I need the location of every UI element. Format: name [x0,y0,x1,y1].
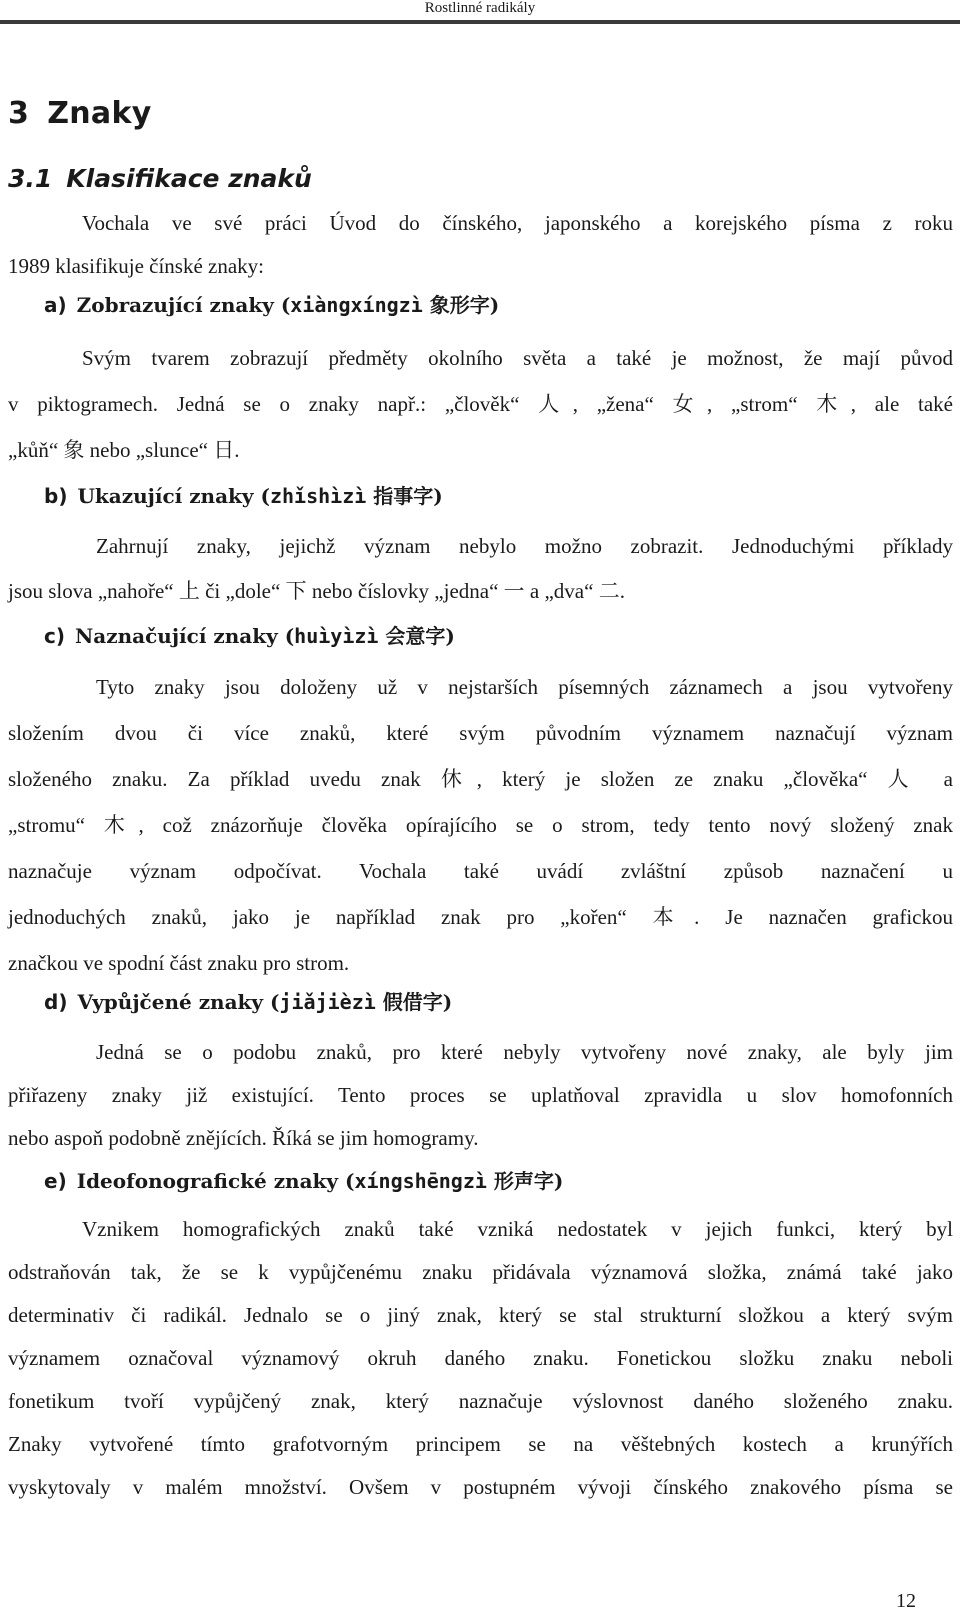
item-close: ) [489,293,500,317]
paragraph-line: v piktogramech. Jedná se o znaky např.: „člověk“ 人, „žena“ 女, „strom“ 木, ale také [8,392,953,416]
paragraph-line: „stromu“ 木, což znázorňuje člověka opírajícího se o strom, tedy tento nový složený znak [8,813,953,837]
paragraph-line: Svým tvarem zobrazují předměty okolního světa a také je možnost, že mají původ [82,346,953,370]
item-hanzi: 形声字 [493,1169,554,1193]
list-letter: d) [44,990,68,1014]
paragraph-line: významem označoval významový okruh daného znaku. Fonetickou složku znaku neboli [8,1346,953,1370]
item-close: ) [553,1169,564,1193]
list-item-heading-d [44,986,452,1015]
item-name: Naznačující znaky ( [75,624,295,648]
paragraph-line: naznačuje význam odpočívat. Vochala také uvádí zvláštní způsob naznačení u [8,859,953,883]
page-number: 12 [896,1590,916,1612]
paragraph-line: Jedná se o podobu znaků, pro které nebyly vytvořeny nové znaky, ale byly jim [96,1040,953,1064]
paragraph-line: Zahrnují znaky, jejichž význam nebylo možno zobrazit. Jednoduchými příklady [96,534,953,558]
paragraph-line: determinativ či radikál. Jednalo se o jiný znak, který se stal strukturní složkou a který svým [8,1303,953,1327]
item-close: ) [442,990,453,1014]
paragraph-line: „kůň“ 象 nebo „slunce“ 日. [8,438,240,462]
paragraph-line: Vochala ve své práci Úvod do čínského, japonského a korejského písma z roku [82,211,953,235]
item-name: Vypůjčené znaky ( [77,990,280,1014]
paragraph-line: přiřazeny znaky již existující. Tento proces se uplatňoval zpravidla u slov homofonních [8,1083,953,1107]
running-header: Rostlinné radikály [424,0,536,16]
item-d-paragraph [8,1031,953,1160]
list-letter: a) [44,293,67,317]
section-title: Klasifikace znaků [66,164,312,193]
paragraph-line: Vznikem homografických znaků také vzniká nedostatek v jejich funkci, který byl [82,1217,953,1241]
item-b-paragraph [8,524,953,614]
paragraph-line: Tyto znaky jsou doloženy už v nejstarších písemných záznamech a jsou vytvořeny [96,675,953,699]
paragraph-line: 1989 klasifikuje čínské znaky: [8,254,265,278]
list-item-heading-b [44,480,443,509]
list-letter: b) [44,484,68,508]
item-hanzi: 指事字 [373,484,434,508]
chapter-heading [8,96,152,131]
item-close: ) [433,484,443,508]
paragraph-line: nebo aspoň podobně znějících. Říká se jim homogramy. [8,1126,479,1150]
item-hanzi: 会意字 [385,624,446,648]
paragraph-line: vyskytovaly v malém množství. Ovšem v postupném vývoji čínského znakového písma se [8,1475,953,1499]
section-heading [8,164,312,193]
item-pinyin: huìyìzì [294,624,379,648]
item-hanzi: 假借字 [382,990,443,1014]
list-item-heading-a [44,289,499,318]
list-letter: c) [44,624,65,648]
paragraph-line: jsou slova „nahoře“ 上 či „dole“ 下 nebo číslovky „jedna“ 一 a „dva“ 二. [8,579,625,603]
paragraph-line: fonetikum tvoří vypůjčený znak, který naznačuje výslovnost daného složeného znaku. [8,1389,953,1413]
item-pinyin: xiàngxíngzì [290,293,423,317]
item-pinyin: xíngshēngzì [354,1169,487,1193]
item-name: Ideofonografické znaky ( [76,1169,355,1193]
list-item-heading-e [44,1165,563,1194]
header-rule [0,20,960,24]
paragraph-line: složeného znaku. Za příklad uvedu znak 休, který je složen ze znaku „člověka“ 人 a [8,767,953,791]
item-e-paragraph [8,1208,953,1509]
list-letter: e) [44,1169,67,1193]
list-item-heading-c [44,620,455,649]
item-a-paragraph [8,335,953,473]
item-c-paragraph [8,664,953,986]
chapter-title: Znaky [47,96,152,131]
item-name: Zobrazující znaky ( [76,293,291,317]
paragraph-line: Znaky vytvořené tímto grafotvorným principem se na věštebných kostech a krunýřích [8,1432,953,1456]
item-pinyin: jiǎjièzì [279,990,376,1014]
paragraph-line: odstraňován tak, že se k vypůjčenému znaku přidávala významová složka, známá také jako [8,1260,953,1284]
intro-paragraph [8,202,953,288]
item-pinyin: zhǐshìzì [269,484,367,508]
section-number: 3.1 [8,164,53,193]
item-close: ) [445,624,455,648]
paragraph-line: složením dvou či více znaků, které svým původním významem naznačují význam [8,721,953,745]
item-name: Ukazující znaky ( [77,484,270,508]
item-hanzi: 象形字 [429,293,490,317]
chapter-number: 3 [8,96,30,131]
paragraph-line: jednoduchých znaků, jako je například znak pro „kořen“ 本. Je naznačen grafickou [8,905,953,929]
paragraph-line: značkou ve spodní část znaku pro strom. [8,951,350,975]
